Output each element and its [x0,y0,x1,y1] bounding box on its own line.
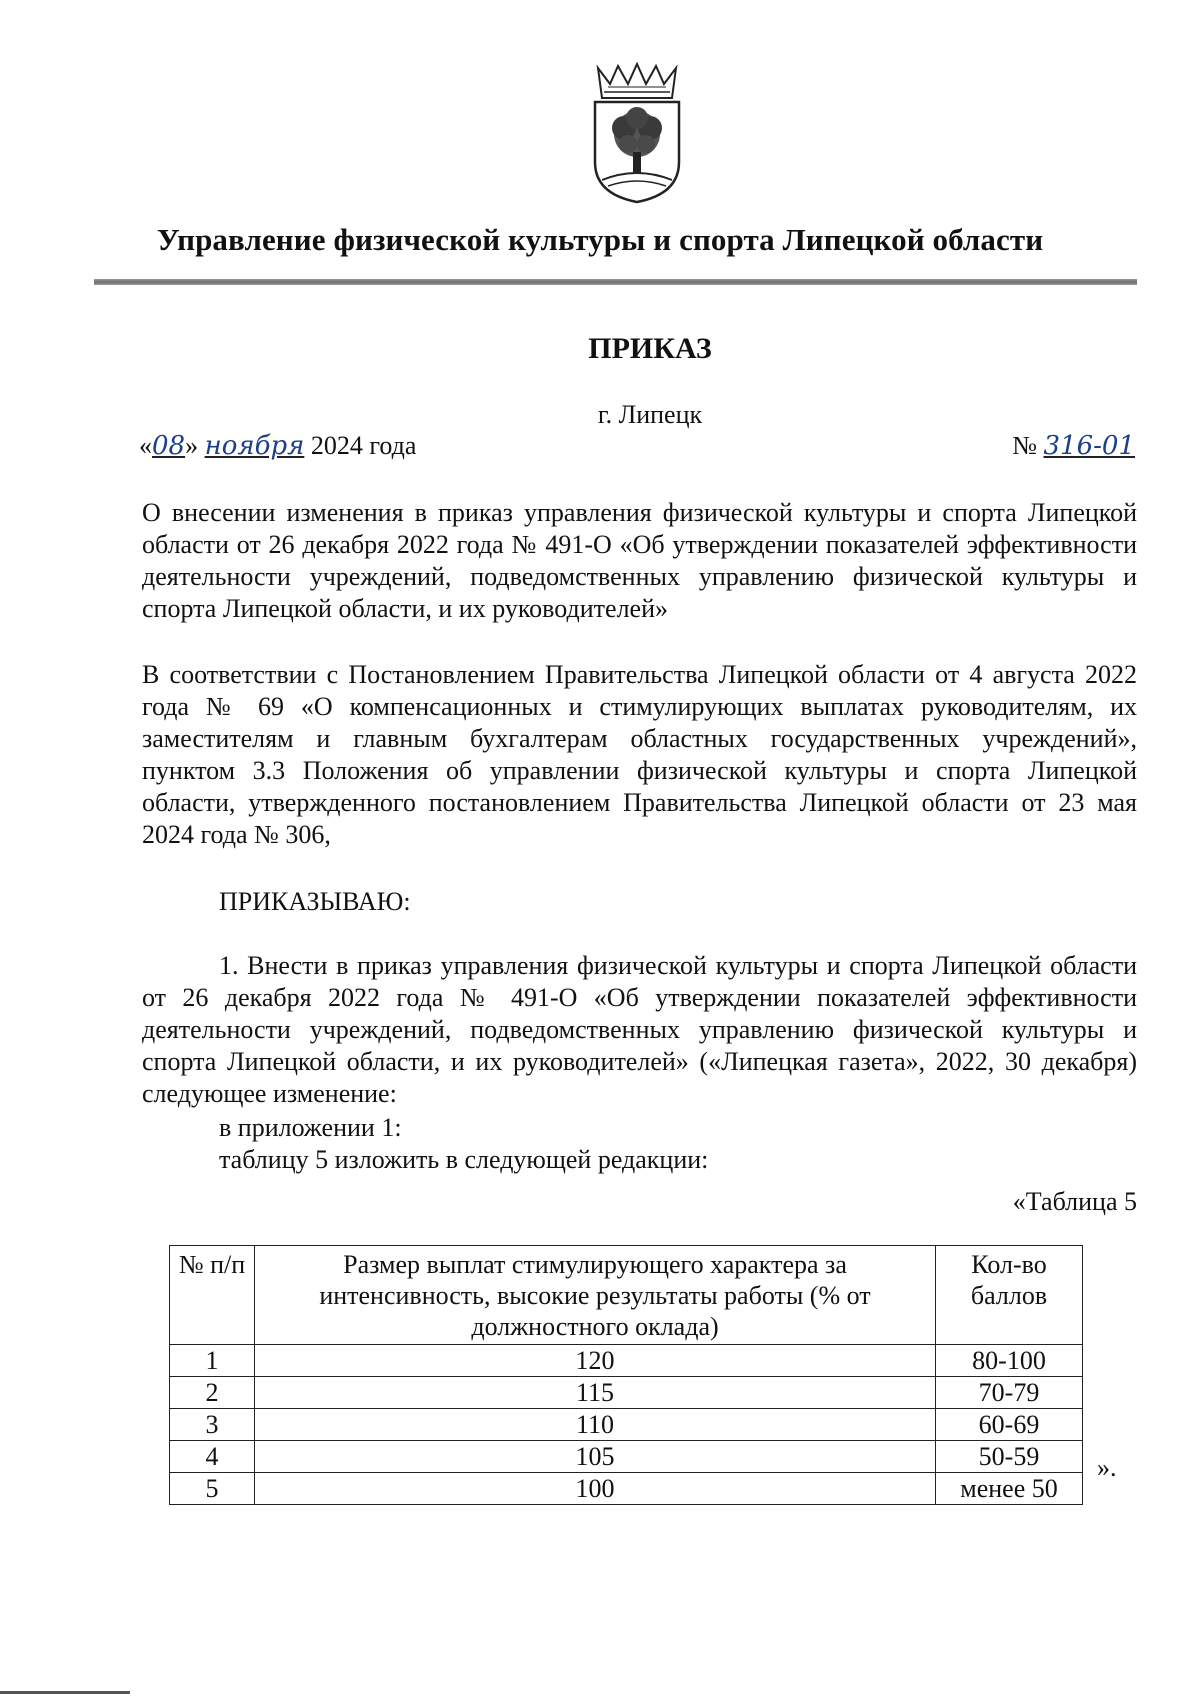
table-caption: «Таблица 5 [1012,1187,1137,1216]
table-cell-payment: 115 [255,1377,936,1409]
table-cell-payment: 120 [255,1345,936,1377]
table-header-payment: Размер выплат стимулирующего характера за интенсивность, высокие результаты работы (% от должностного оклада) [255,1246,936,1345]
table-row [170,1377,1083,1409]
order-item-1: 1. Внести в приказ управления физической культуры и спорта Липецкой области от 26 декабря 2022 года № 491-О «Об утверждении показателей эффективности деятельности учреждений, подведомственных управлению физической культуры и спорта Липецкой области, и их руководителей» («Липецкая газета», 2022, 30 декабря) следующее изменение: [142,951,1137,1108]
table-cell-number: 2 [170,1377,255,1409]
order-number [1012,431,1135,461]
table-cell-number: 4 [170,1441,255,1473]
order-subitem-appendix: в приложении 1: [219,1113,402,1142]
date-day: 08 [152,431,186,461]
table-cell-points: 70-79 [936,1377,1083,1409]
header-rule [94,279,1137,285]
table-header-points: Кол-во баллов [936,1246,1083,1345]
organization-title: Управление физической культуры и спорта Липецкой области [156,222,1044,257]
table-cell-number: 3 [170,1409,255,1441]
table-cell-points: 80-100 [936,1345,1083,1377]
table-cell-number: 5 [170,1473,255,1505]
date-year: 2024 года [310,431,417,460]
order-city: г. Липецк [597,400,703,429]
order-subject: О внесении изменения в приказ управления физической культуры и спорта Липецкой области от 26 декабря 2022 года № 491-О «Об утверждении показателей эффективности деятельности учреждений, подведомственных управлению физической культуры и спорта Липецкой области, и их руководителей» [142,498,1137,623]
table-cell-points: менее 50 [936,1473,1083,1505]
order-title: ПРИКАЗ [588,332,712,365]
table-cell-number: 1 [170,1345,255,1377]
date-month: ноября [204,431,305,461]
payments-table [169,1245,1083,1505]
scan-edge-mark [0,1691,130,1694]
table-cell-points: 50-59 [936,1441,1083,1473]
order-date [139,431,416,461]
table-row [170,1473,1083,1505]
table-header-number: № п/п [170,1246,255,1345]
date-open-quote: « [139,431,152,460]
order-subitem-table: таблицу 5 изложить в следующей редакции: [219,1145,709,1174]
table-header-row [170,1246,1083,1345]
lipetsk-coat-of-arms-icon [588,62,686,204]
closing-quote: ». [1097,1453,1117,1482]
table-cell-payment: 100 [255,1473,936,1505]
order-basis: В соответствии с Постановлением Правительства Липецкой области от 4 августа 2022 года № 69 «О компенсационных и стимулирующих выплатах руководителям, их заместителям и главным бухгалтерам областных государственных учреждений», пунктом 3.3 Положения об управлении физической культуры и спорта Липецкой области, утвержденного постановлением Правительства Липецкой области от 23 мая 2024 года № 306, [142,660,1137,849]
number-value: 316-01 [1043,431,1135,461]
order-command: ПРИКАЗЫВАЮ: [219,887,411,916]
table-row [170,1345,1083,1377]
table-row [170,1441,1083,1473]
table-cell-payment: 105 [255,1441,936,1473]
table-row [170,1409,1083,1441]
number-prefix: № [1012,431,1037,460]
date-mid-quote: » [185,431,199,460]
table-cell-payment: 110 [255,1409,936,1441]
table-cell-points: 60-69 [936,1409,1083,1441]
